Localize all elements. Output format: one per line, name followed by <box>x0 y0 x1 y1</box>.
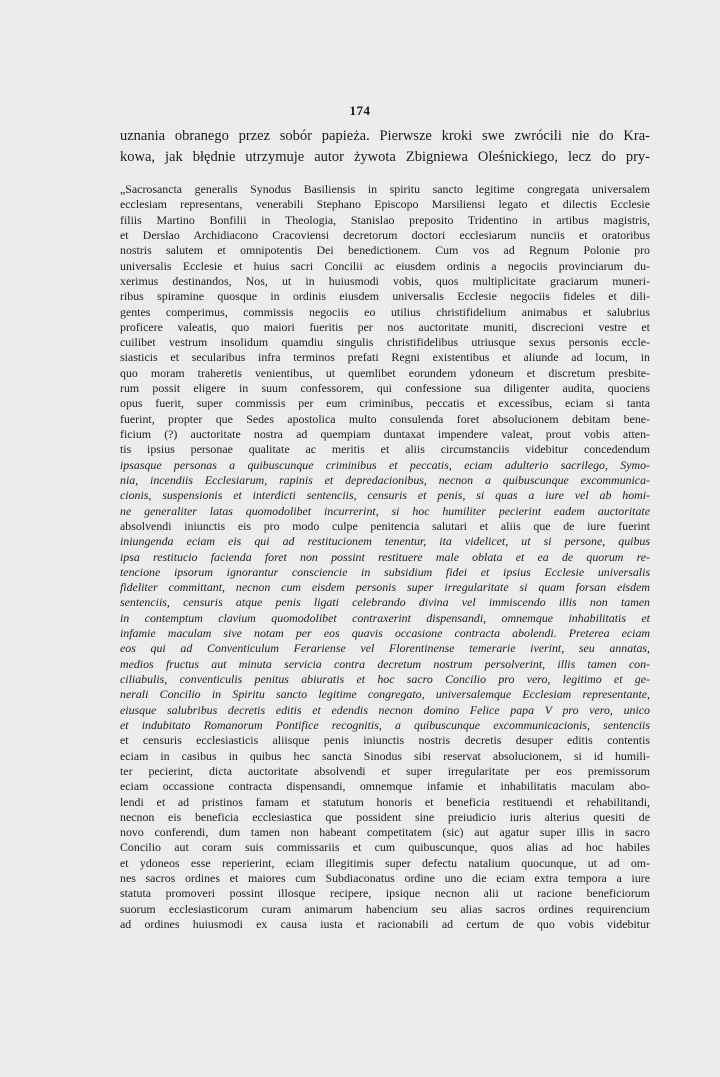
quote-line: opus fuerit, super commissis per eum criminibus, peccatis et excessibus, eciam si tanta <box>120 396 650 411</box>
quote-line: nia, incendiis Ecclesiarum, rapinis et depredacionibus, necnon a quibuscunque excommunica- <box>120 472 650 487</box>
quote-line: necnon eis beneficia ecclesiastica que possident sine preiudicio iuris alterius quesiti de <box>120 809 650 824</box>
page-number: 174 <box>349 103 371 118</box>
quote-line: novo conferendi, dum tamen non habeant competitatem (sic) aut agatur super illis in sacro <box>120 825 650 840</box>
quote-line: rum possit eligere in suum confessorem, qui confessione sua diligenter audita, quociens <box>120 381 650 396</box>
quote-line: et censuris ecclesiasticis aliisque penis iniunctis nostris decretis desuper editis contentis <box>120 733 650 748</box>
quote-line: ad ordines huiusmodi ex causa iusta et racionabili ad certum de quo vobis videbitur <box>120 917 650 931</box>
quote-line: filiis Martino Bonfilii in Theologia, Stanislao preposito Tridentino in artibus magistris, <box>120 212 650 227</box>
quote-line: eos qui ad Conventiculum Ferariense vel Florentinense temerarie iverint, seu annatas, <box>120 641 650 656</box>
quote-line: Concilio aut coram suis commissariis et cum quibuscunque, quos alias ad hoc habiles <box>120 840 650 855</box>
quote-line: absolvendi iniunctis eis pro modo culpe penitencia salutari et aliis que de iure fuerint <box>120 518 650 533</box>
quote-line: „Sacrosancta generalis Synodus Basiliensis in spiritu sancto legitime congregata universalem <box>120 182 650 196</box>
quote-line: cuilibet vestrum insolidum quamdiu singulis christifidelibus utriusque sexus personis eccle- <box>120 335 650 350</box>
quote-line: ne generaliter latas quomodolibet incurrerint, si hoc humiliter pecierint eadem auctoritate <box>120 503 650 518</box>
quote-line: fuerint, propter que Sedes apostolica multo consulenda foret absolucionem debitam bene- <box>120 411 650 426</box>
quote-line: tencione ipsorum ignorantur consciencie in subsidium fidei et ipsius Ecclesie universalis <box>120 564 650 579</box>
quote-line: ipsasque personas a quibuscunque criminibus et peccatis, eciam adulterio sacrilego, Symo- <box>120 457 650 472</box>
quote-line: xerimus destinandos, Nos, ut in huiusmodi vobis, quos multiplicitate graciarum muneri- <box>120 273 650 288</box>
quote-line: gentes comperimus, commissis negociis eo utilius christifidelium animabus et salubrius <box>120 304 650 319</box>
intro-paragraph <box>120 126 650 168</box>
quote-line: nostris salutem et omnipotentis Dei benedictionem. Cum vos ad Regnum Polonie pro <box>120 243 650 258</box>
quote-line: medios fructus aut minuta servicia contra decretum nostrum persolverint, illis tamen con- <box>120 656 650 671</box>
quote-line: quo moram traheretis venientibus, ut quemlibet eorundem ydoneum et discretum presbite- <box>120 365 650 380</box>
intro-line: uznania obranego przez sobór papieża. Pierwsze kroki swe zwrócili nie do Kra- <box>120 128 650 144</box>
intro-line: kowa, jak błędnie utrzymuje autor żywota Zbigniewa Oleśnickiego, lecz do pry- <box>120 149 650 165</box>
quote-line: nes sacros ordines et maiores cum Subdiaconatus ordine uno die eciam extra tempora a iure <box>120 871 650 886</box>
quote-line: statuta promoveri possint illosque recipere, ipsique necnon alii ut racione beneficiorum <box>120 886 650 901</box>
quote-line: tis ipsius personae qualitate ac meritis et aliis circumstanciis videbitur concedendum <box>120 442 650 457</box>
quote-line: et Derslao Archidiacono Cracoviensi decretorum doctori ecclesiarum nunciis et oratoribus <box>120 227 650 242</box>
quote-line: proficere valeatis, quo maiori fueritis per nos auctoritate muniti, discrecioni vestre et <box>120 319 650 334</box>
quote-line: iniungenda eciam eis qui ad restitucionem tenentur, ita videlicet, ut si persone, quibus <box>120 534 650 549</box>
quote-line: eiusque salubribus decretis editis et edendis necnon domino Felice papa V pro vero, unico <box>120 702 650 717</box>
quote-line: universalis Ecclesie et huius sacri Concilii ac eiusdem ordinis a negociis provinciarum du- <box>120 258 650 273</box>
quote-line: et indubitato Romanorum Pontifice recognitis, a quibuscunque excommunicacionis, sentenciis <box>120 717 650 732</box>
quote-line: nerali Concilio in Spiritu sancto legitime congregato, universalemque Ecclesiam representante, <box>120 687 650 702</box>
quote-line: lendi et ad pristinos famam et statutum honoris et beneficia restituendi et rehabilitandi, <box>120 794 650 809</box>
quote-line: ribus spiramine quosque in ordinis eiusdem universalis Ecclesie negociis fideles et dili- <box>120 289 650 304</box>
quote-line: ciliabulis, conventiculis penitus abiuratis et hoc sacro Concilio pro vero, legitimo et ge- <box>120 672 650 686</box>
latin-quotation-block <box>120 182 650 932</box>
quote-line: suorum ecclesiasticorum curam animarum habencium seu alias sacros ordines requirencium <box>120 901 650 916</box>
quote-line: ipsa restitucio facienda foret non possint restituere male oblata et ea de quorum re- <box>120 549 650 564</box>
quote-line: eciam occassione contracta dispensandi, omnemque infamie et inhabilitatis maculam abo- <box>120 779 650 794</box>
quote-line: eciam in casibus in quibus hec sancta Sinodus sibi reservat absolucionem, si id humili- <box>120 748 650 763</box>
quote-line: fideliter committant, necnon cum eisdem personis super irregularitate si quam forsan eisdem <box>120 580 650 595</box>
quote-line: in contemptum clavium quomodolibet contraxerint dispensandi, omnemque inhabilitatis et <box>120 610 650 625</box>
quote-line: infamie maculam sive notam per eos quavis occasione contracta abolendi. Preterea eciam <box>120 626 650 641</box>
quote-line: cionis, suspensionis et interdicti sentenciis, censuris et penis, si quas a iure vel ab homi- <box>120 488 650 503</box>
quote-line: ficium (?) auctoritate nostra ad quempiam duntaxat impendere valeat, prout vobis atten- <box>120 427 650 441</box>
quote-line: et ydoneos esse reperierint, eciam illegitimis super defectu natalium quocunque, ut ad om- <box>120 855 650 870</box>
quote-line: siasticis et secularibus infra terminos prefati Regni existentibus et aliunde ad locum, in <box>120 350 650 365</box>
quote-line: sentenciis, censuris atque penis ligati celebrando divina vel immiscendo illis non tamen <box>120 595 650 610</box>
quote-line: ter pecierint, dicta auctoritate absolvendi et super irregularitate per eos premissorum <box>120 763 650 778</box>
quote-line: ecclesiam representans, venerabili Stephano Episcopo Marsiliensi legato et dilectis Ecclesie <box>120 197 650 212</box>
